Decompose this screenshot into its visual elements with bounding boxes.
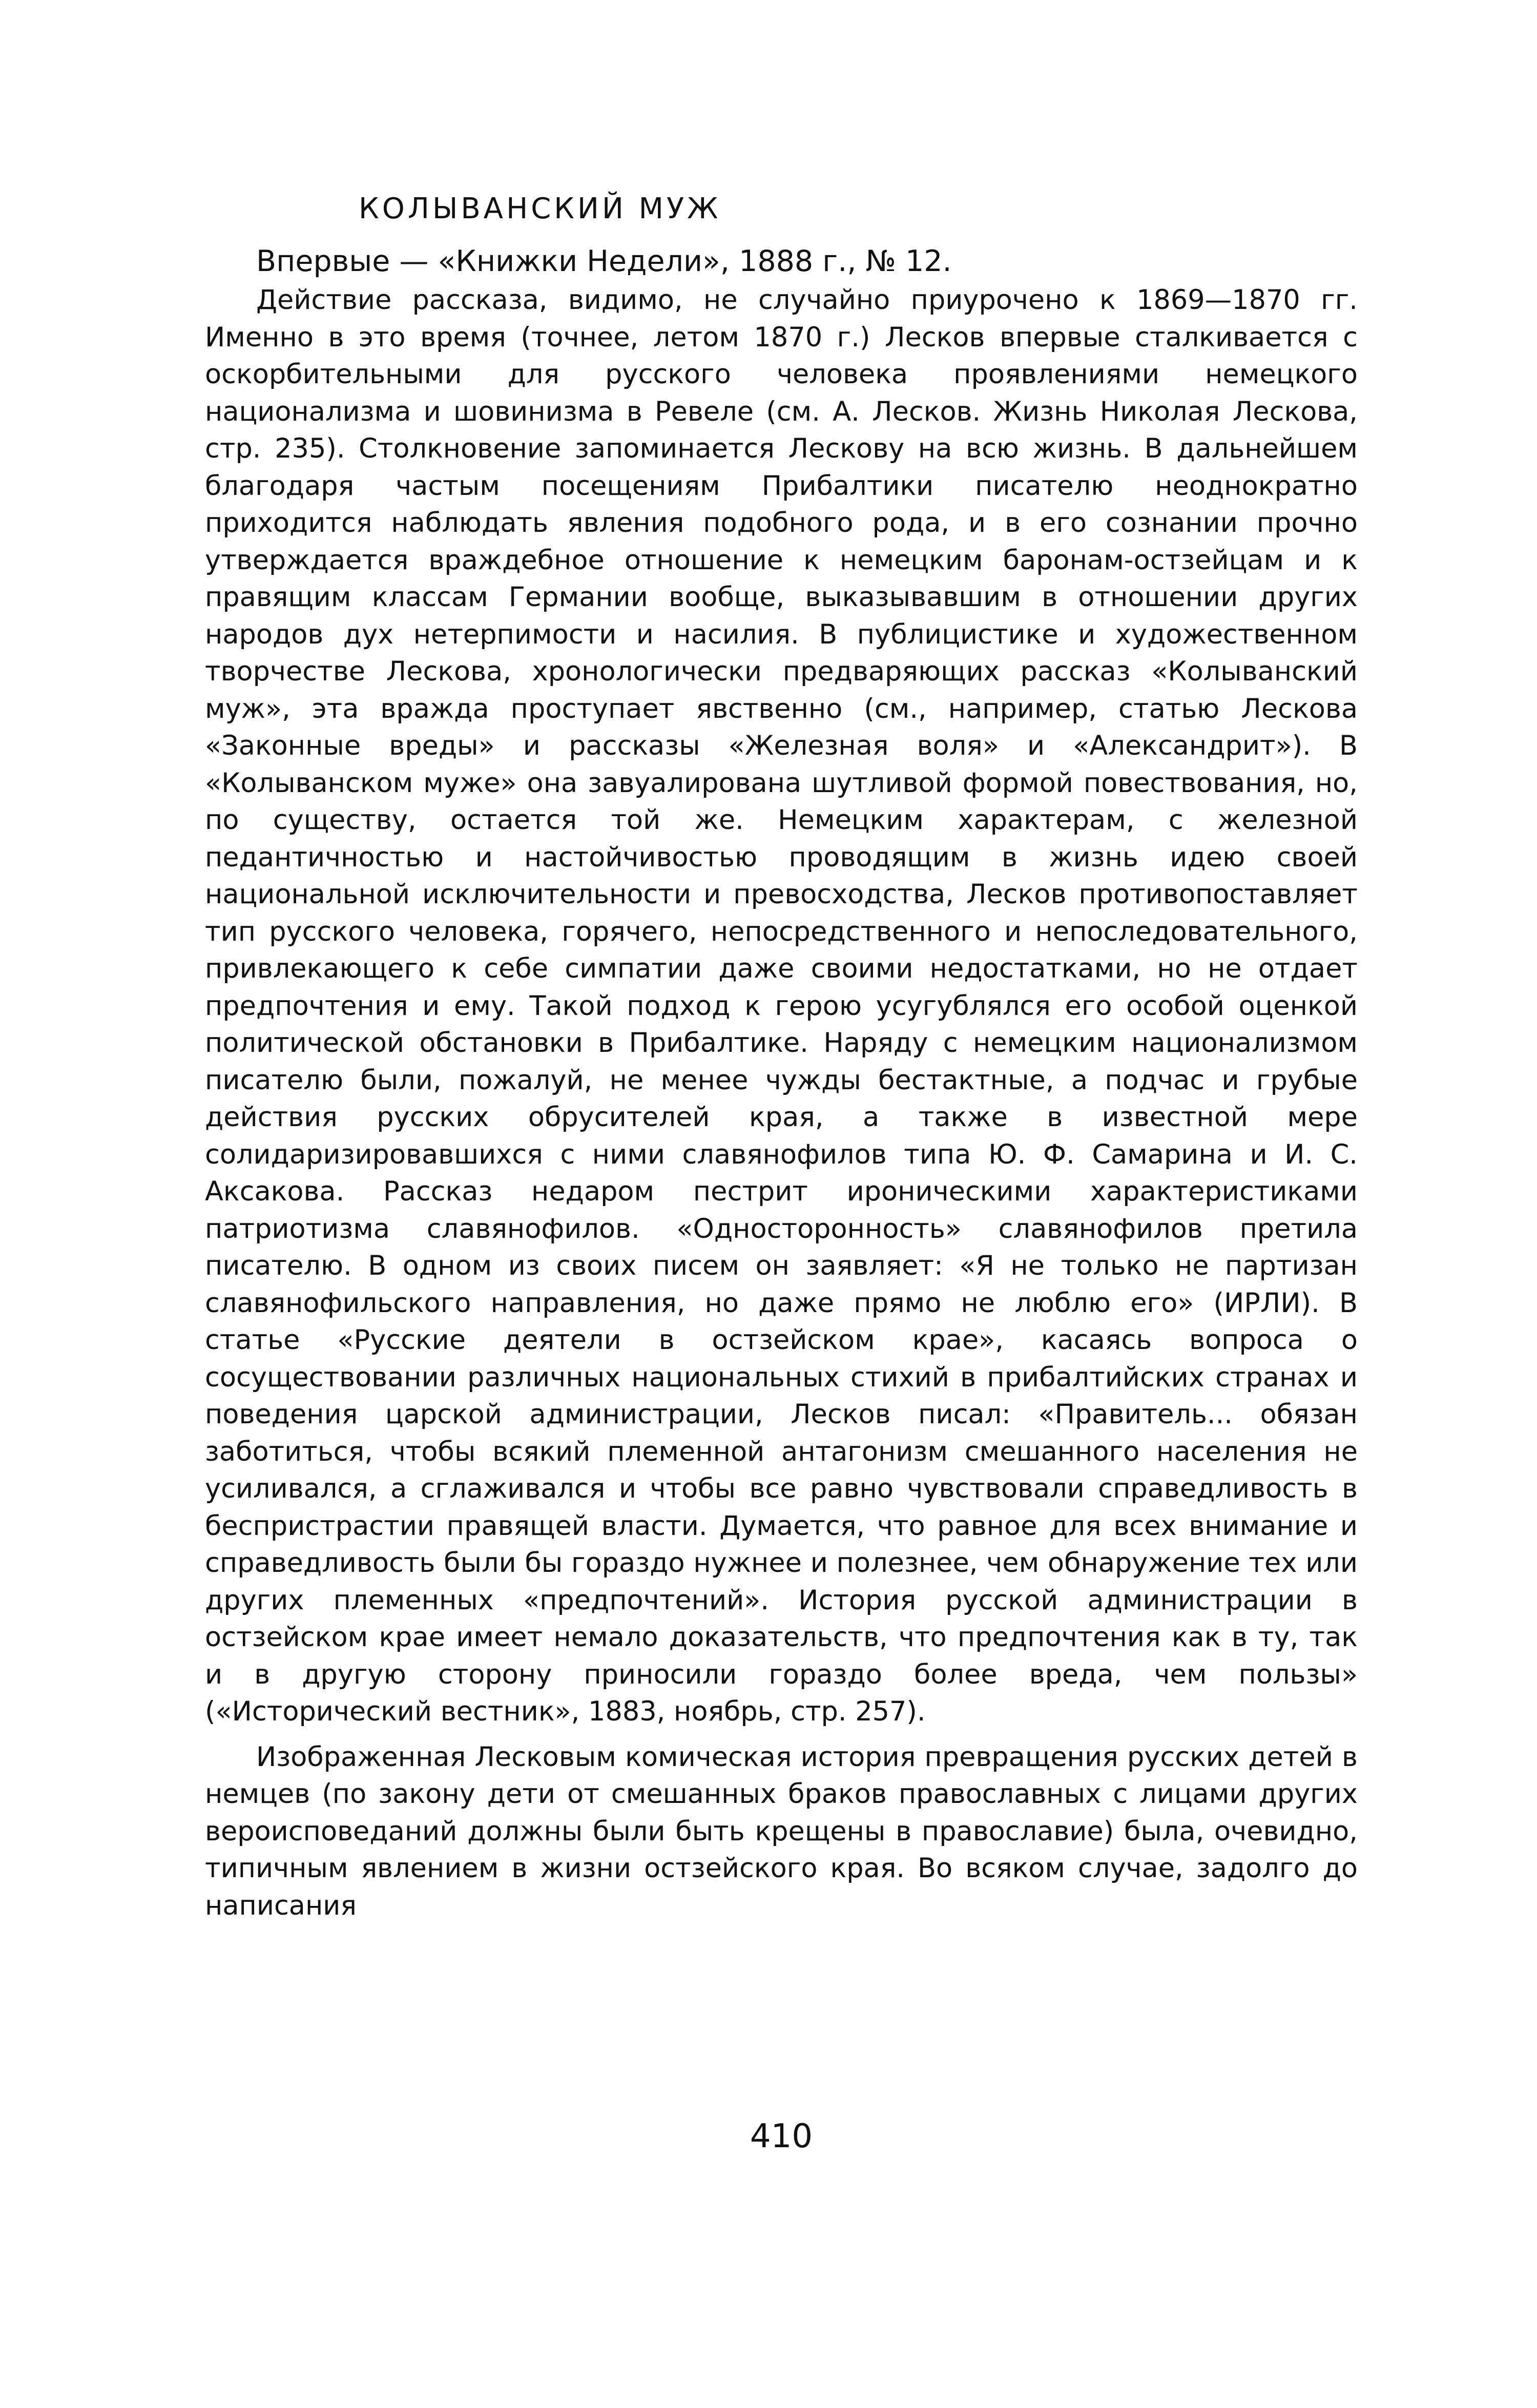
page-heading: КОЛЫВАНСКИЙ МУЖ <box>359 192 721 225</box>
first-publication-note: Впервые — «Книжки Недели», 1888 г., № 12. <box>256 244 952 278</box>
document-page <box>205 184 1358 2285</box>
paragraph-1: Действие рассказа, видимо, не случайно приурочено к 1869—1870 гг. Именно в это время (точнее, летом 1870 г.) Лесков впервые сталкивается с оскорбительными для русского человека проявлениями немецкого национализма и шовинизма в Ревеле (см. А. Лесков. Жизнь Николая Лескова, стр. 235). Столкновение запоминается Лескову на всю жизнь. В дальнейшем благодаря частым посещениям Прибалтики писателю неоднократно приходится наблюдать явления подобного рода, и в его сознании прочно утверждается враждебное отношение к немецким баронам-остзейцам и к правящим классам Германии вообще, выказывавшим в отношении других народов дух нетерпимости и насилия. В публицистике и художественном творчестве Лескова, хронологически предваряющих рассказ «Колыванский муж», эта вражда проступает явственно (см., например, статью Лескова «Законные вреды» и рассказы «Железная воля» и «Александрит»). В «Колыванском муже» она завуалирована шутливой формой повествования, но, по существу, остается той же. Немецким характерам, с железной педантичностью и настойчивостью проводящим в жизнь идею своей национальной исключительности и превосходства, Лесков противопоставляет тип русского человека, горячего, непосредственного и непоследовательного, привлекающего к себе симпатии даже своими недостатками, но не отдает предпочтения и ему. Такой подход к герою усугублялся его особой оценкой политической обстановки в Прибалтике. Наряду с немецким национализмом писателю были, пожалуй, не менее чужды бестактные, а подчас и грубые действия русских обрусителей края, а также в известной мере солидаризировавшихся с ними славянофилов типа Ю. Ф. Самарина и И. С. Аксакова. Рассказ недаром пестрит ироническими характеристиками патриотизма славянофилов. «Односторонность» славянофилов претила писателю. В одном из своих писем он заявляет: «Я не только не партизан славянофильского направления, но даже прямо не люблю его» (ИРЛИ). В статье «Русские деятели в остзейском крае», касаясь вопроса о сосуществовании различных национальных стихий в прибалтийских странах и поведения царской администрации, Лесков писал: «Правитель... обязан заботиться, чтобы всякий племенной антагонизм смешанного населения не усиливался, а сглаживался и чтобы все равно чувствовали справедливость в беспристрастии правящей власти. Думается, что равное для всех внимание и справедливость были бы гораздо нужнее и полезнее, чем обнаружение тех или других племенных «предпочтений». История русской администрации в остзейском крае имеет немало доказательств, что предпочтения как в ту, так и в другую сторону приносили гораздо более вреда, чем пользы» («Исторический вестник», 1883, ноябрь, стр. 257). <box>205 284 1358 1727</box>
paragraph-2: Изображенная Лесковым комическая история превращения русских детей в немцев (по закону дети от смешанных браков православных с лицами других вероисповеданий должны были быть крещены в православие) была, очевидно, типичным явлением в жизни остзейского края. Во всяком случае, задолго до написания <box>205 1741 1358 1921</box>
page-number: 410 <box>750 2118 813 2155</box>
